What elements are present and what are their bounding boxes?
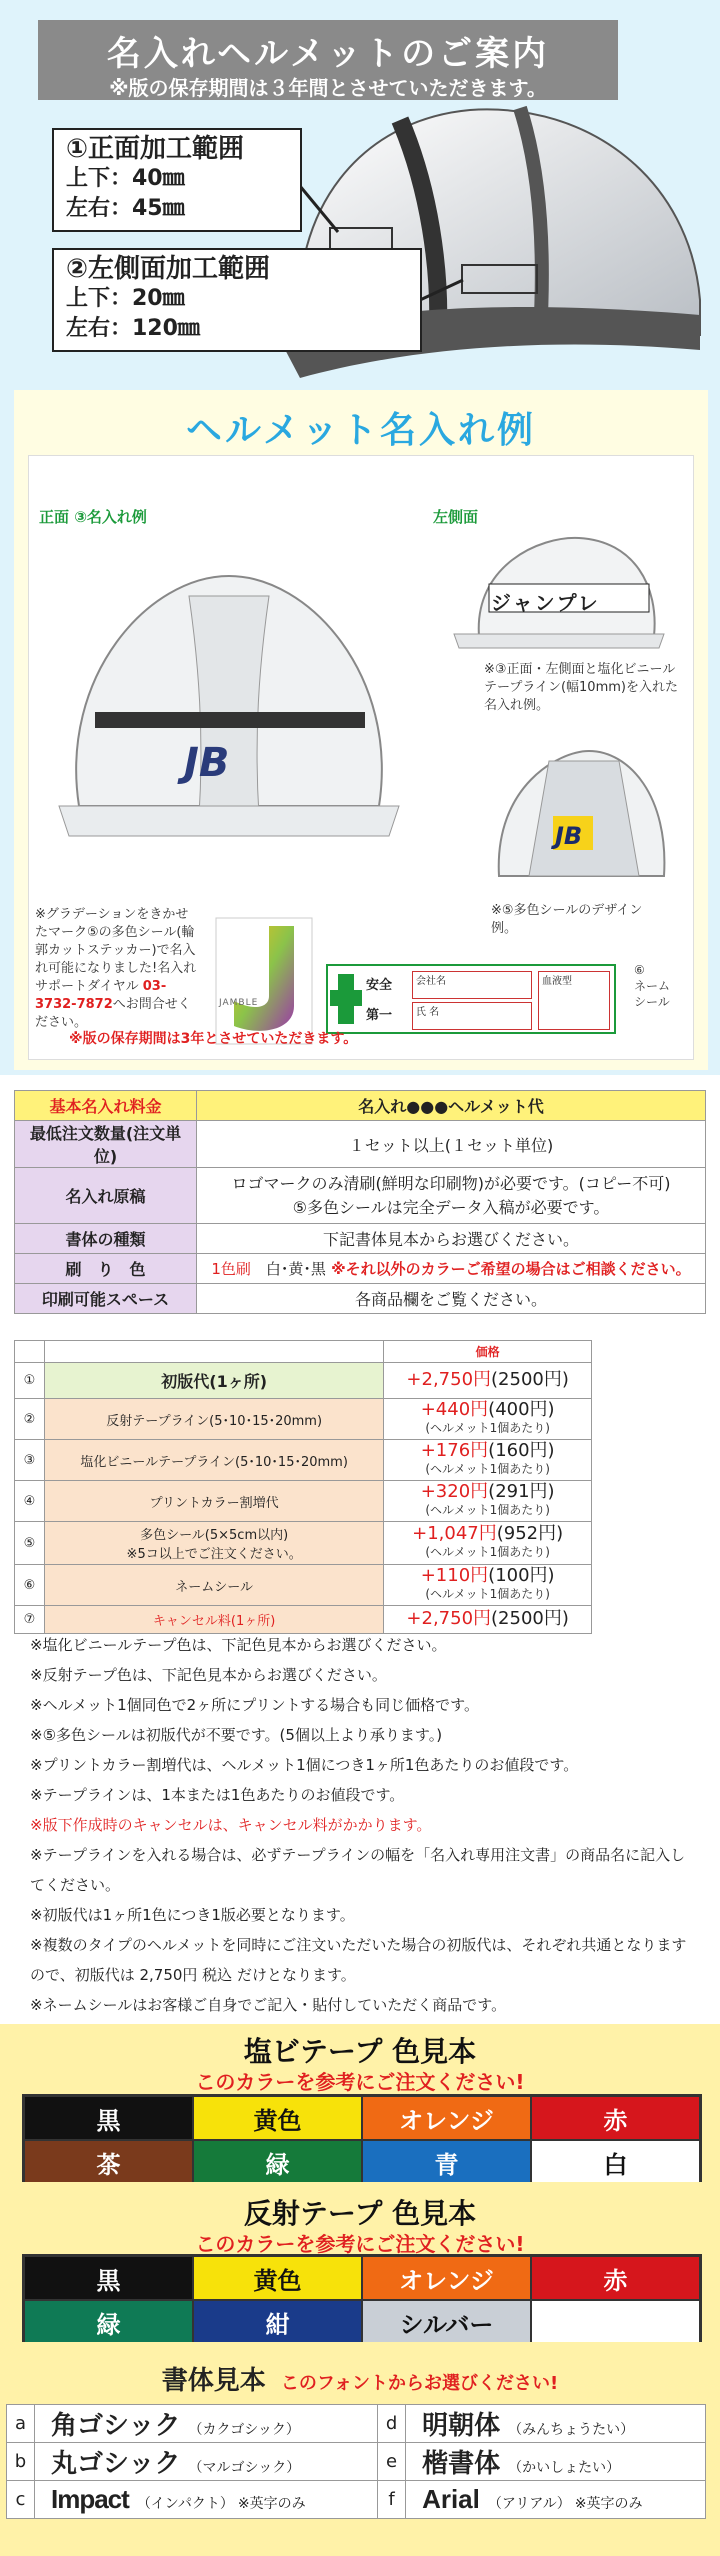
table-row — [15, 1481, 592, 1522]
row-value — [197, 1168, 706, 1224]
row-label: 最低注文数量(注文単位) — [15, 1121, 197, 1168]
hero-subtitle: ※版の保存期間は３年間とさせていただきます。 — [109, 76, 547, 100]
color-swatch: シルバー — [362, 2300, 531, 2344]
seal-company-field: 会社名 — [412, 971, 532, 999]
name-seal — [326, 964, 616, 1034]
font-sample-table — [6, 2404, 706, 2519]
color-swatch: 黄色 — [193, 2096, 362, 2140]
color-swatch: 紺 — [193, 2300, 362, 2344]
color-swatch: 赤 — [531, 2096, 700, 2140]
basic-fee-table — [14, 1090, 706, 1314]
row-price — [384, 1440, 592, 1481]
row-item: キャンセル料(1ヶ所) — [44, 1606, 383, 1634]
row-price — [384, 1565, 592, 1606]
font-sample-subtitle: このフォントからお選びください! — [280, 2373, 559, 2394]
price-paren: (952円) — [496, 1523, 564, 1544]
color-swatch — [531, 2300, 700, 2344]
nameseal-label: ⑥ ネーム シール — [634, 963, 671, 1009]
font-reading: （みんちょうたい） — [508, 2422, 635, 2438]
price-value: +2,750円 — [406, 1369, 492, 1390]
note-item: ※塩化ビニールテープ色は、下記色見本からお選びください。 — [30, 1636, 447, 1654]
example-card — [14, 390, 708, 1070]
color-swatch: 緑 — [193, 2140, 362, 2184]
front-range-title: ①正面加工範囲 — [66, 134, 245, 164]
option-price-table — [14, 1340, 592, 1634]
price-unit: (ヘルメット1個あたり) — [425, 1587, 550, 1601]
note-item: ※テープラインは、1本または1色あたりのお値段です。 — [30, 1786, 405, 1804]
font-sample-heading — [0, 2360, 720, 2397]
side-logo-text: ジャンプレ — [491, 591, 600, 615]
font-sample — [35, 2443, 378, 2481]
sticker-note: ※⑤多色シールのデザイン例。 — [491, 903, 643, 936]
row-item: 塩化ビニールテープライン(5･10･15･20mm) — [44, 1440, 383, 1481]
table-row — [15, 1121, 706, 1168]
table-row — [15, 1522, 592, 1565]
sticker-helmet-image — [479, 736, 679, 896]
front-example-label: 正面 ③名入れ例 — [39, 508, 147, 526]
left-range-horizontal: 左右：120㎜ — [66, 316, 200, 341]
table-row — [15, 1284, 706, 1314]
row-price — [384, 1522, 592, 1565]
row-no: ⑦ — [15, 1606, 45, 1634]
print-color-count: 1色刷 — [211, 1260, 266, 1278]
price-value: +2,750円 — [406, 1608, 492, 1629]
example-section — [0, 385, 720, 1075]
front-range-callout — [52, 128, 302, 232]
row-item — [44, 1522, 383, 1565]
color-swatch: 青 — [362, 2140, 531, 2184]
price-value: +176円 — [420, 1440, 489, 1461]
price-paren: (2500円) — [491, 1369, 569, 1390]
note-item: ※複数のタイプのヘルメットを同時にご注文いただいた場合の初版代は、それぞれ共通となりますので、初版代は 2,750円 税込 だけとなります。 — [30, 1936, 687, 1984]
vinyl-swatch-section — [0, 2024, 720, 2182]
font-sample — [406, 2443, 706, 2481]
price-value: +440円 — [420, 1399, 489, 1420]
font-key: a — [7, 2405, 35, 2443]
row-value — [197, 1254, 706, 1284]
row-item: ネームシール — [44, 1565, 383, 1606]
price-paren: (400円) — [488, 1399, 555, 1420]
price-unit: (ヘルメット1個あたり) — [425, 1545, 550, 1559]
front-range-horizontal: 左右：45㎜ — [66, 196, 185, 221]
note-item: ※⑤多色シールは初版代が不要です。(5個以上より承ります。) — [30, 1726, 443, 1744]
row-item-note: ※5コ以上でご注文ください。 — [126, 1547, 302, 1562]
seal-blood-field: 血液型 — [538, 971, 610, 1030]
note-item: ※初版代は1ヶ所1色につき1版必要となります。 — [30, 1906, 355, 1924]
table-row — [15, 1440, 592, 1481]
row-label: 書体の種類 — [15, 1224, 197, 1254]
row-value-line2: ⑤多色シールは完全データ入稿が必要です。 — [292, 1197, 610, 1217]
left-range-vertical: 上下：20㎜ — [66, 286, 185, 311]
reflect-swatch-title: 反射テープ 色見本 — [243, 2197, 477, 2230]
support-phone: 03-3732-7872 — [35, 979, 167, 1012]
left-range-title: ②左側面加工範囲 — [66, 254, 271, 284]
price-paren: (160円) — [488, 1440, 555, 1461]
price-paren: (2500円) — [491, 1608, 569, 1629]
row-no: ② — [15, 1399, 45, 1440]
row-item-text: 多色シール(5×5cm以内) — [140, 1528, 289, 1543]
table-row — [15, 1565, 592, 1606]
row-no: ③ — [15, 1440, 45, 1481]
row-value: 下記書体見本からお選びください。 — [197, 1224, 706, 1254]
reflect-swatch-subtitle: このカラーを参考にご注文ください! — [195, 2232, 525, 2256]
font-reading: （かいしょたい） — [508, 2460, 621, 2476]
reflect-swatch-section — [0, 2182, 720, 2342]
font-sample-text: Impact — [51, 2484, 129, 2514]
table-row — [15, 1254, 706, 1284]
row-item: 反射テープライン(5･10･15･20mm) — [44, 1399, 383, 1440]
notes-list — [30, 1630, 700, 2020]
color-swatch: 緑 — [24, 2300, 193, 2344]
seal-name-field: 氏 名 — [412, 1002, 532, 1030]
font-sample-text: Arial — [422, 2484, 480, 2514]
retention-note: ※版の保存期間は3年とさせていただきます。 — [69, 1031, 358, 1047]
font-row — [7, 2443, 706, 2481]
reflect-swatch-grid — [22, 2254, 702, 2346]
row-no: ④ — [15, 1481, 45, 1522]
price-paren: (100円) — [488, 1565, 555, 1586]
row-value: 各商品欄をご覧ください。 — [197, 1284, 706, 1314]
row-label: 印刷可能スペース — [15, 1284, 197, 1314]
font-sample — [35, 2481, 378, 2519]
basic-fee-header-value: 名入れ●●●ヘルメット代 — [197, 1091, 706, 1121]
price-header: 価格 — [384, 1341, 592, 1363]
seal-cross-h — [330, 990, 362, 1006]
basic-fee-header — [15, 1091, 706, 1121]
font-sample-text: 角ゴシック — [51, 2411, 181, 2441]
font-reading: （マルゴシック） — [188, 2460, 301, 2476]
row-price — [384, 1363, 592, 1399]
note-item: ※プリントカラー割増代は、ヘルメット1個につき1ヶ所1色あたりのお値段です。 — [30, 1756, 579, 1774]
color-swatch: 白 — [531, 2140, 700, 2184]
row-no: ⑥ — [15, 1565, 45, 1606]
font-key: c — [7, 2481, 35, 2519]
row-label: 刷 り 色 — [15, 1254, 197, 1284]
note-item: ※版下作成時のキャンセルは、キャンセル料がかかります。 — [30, 1816, 432, 1834]
header-blank — [44, 1341, 383, 1363]
price-unit: (ヘルメット1個あたり) — [425, 1462, 550, 1476]
font-sample — [406, 2481, 706, 2519]
row-item: プリントカラー割増代 — [44, 1481, 383, 1522]
price-value: +320円 — [420, 1481, 489, 1502]
vinyl-swatch-grid — [22, 2094, 702, 2186]
note-item: ※ヘルメット1個同色で2ヶ所にプリントする場合も同じ価格です。 — [30, 1696, 479, 1714]
font-reading: （アリアル） — [487, 2496, 571, 2512]
hero-title: 名入れヘルメットのご案内 — [106, 34, 550, 74]
gradient-note — [35, 906, 200, 1032]
color-swatch: オレンジ — [362, 2256, 531, 2300]
row-label: 名入れ原稿 — [15, 1168, 197, 1224]
color-swatch: 茶 — [24, 2140, 193, 2184]
seal-safe: 安全 — [366, 978, 393, 993]
front-helmet-image — [39, 536, 419, 856]
table-row — [15, 1363, 592, 1399]
front-range-vertical: 上下：40㎜ — [66, 166, 185, 191]
color-swatch: 黒 — [24, 2096, 193, 2140]
font-key: f — [378, 2481, 406, 2519]
font-note: ※英字のみ — [574, 2496, 643, 2512]
font-sample-section — [0, 2342, 720, 2556]
font-key: e — [378, 2443, 406, 2481]
color-swatch: 黒 — [24, 2256, 193, 2300]
seal-first: 第一 — [366, 1008, 393, 1023]
example-panel — [28, 455, 694, 1060]
font-note: ※英字のみ — [237, 2496, 306, 2512]
gradient-j-sticker — [214, 916, 314, 1046]
table-row — [15, 1168, 706, 1224]
color-swatch: 赤 — [531, 2256, 700, 2300]
left-range-callout — [52, 248, 422, 352]
price-value: +1,047円 — [412, 1523, 497, 1544]
font-row — [7, 2405, 706, 2443]
font-reading: （インパクト） — [136, 2496, 234, 2512]
header-label-text: 基本名入れ料金 — [49, 1097, 162, 1116]
font-sample — [35, 2405, 378, 2443]
price-value: +110円 — [420, 1565, 489, 1586]
font-reading: （カクゴシック） — [188, 2422, 300, 2438]
basic-fee-header-label — [15, 1091, 197, 1121]
note-item: ※ネームシールはお客様ご自身でご記入・貼付していただく商品です。 — [30, 1996, 507, 2014]
row-no: ⑤ — [15, 1522, 45, 1565]
print-color-note: ※それ以外のカラーご希望の場合はご相談ください。 — [325, 1260, 691, 1278]
tape-note: ※③正面・左側面と塩化ビニールテープライン(幅10mm)を入れた名入れ例。 — [484, 662, 678, 713]
row-item: 初版代(1ヶ所) — [44, 1363, 383, 1399]
hero-section — [0, 0, 720, 385]
row-value: １セット以上(１セット単位) — [197, 1121, 706, 1168]
jamble-label: JAMBLE — [219, 998, 259, 1008]
print-colors: 白･黄･黒 — [265, 1260, 326, 1278]
svg-text:JB: JB — [555, 822, 583, 850]
example-heading: ヘルメット名入れ例 — [186, 410, 536, 451]
font-row — [7, 2481, 706, 2519]
table-row — [15, 1399, 592, 1440]
font-key: d — [378, 2405, 406, 2443]
price-unit: (ヘルメット1個あたり) — [425, 1421, 550, 1435]
gradient-note-end: へお問合せください。 — [35, 997, 191, 1030]
vinyl-swatch-title: 塩ビテープ 色見本 — [243, 2035, 477, 2068]
font-key: b — [7, 2443, 35, 2481]
note-item: ※反射テープ色は、下記色見本からお選びください。 — [30, 1666, 387, 1684]
side-example-label: 左側面 — [433, 508, 479, 526]
header-blank — [15, 1341, 45, 1363]
vinyl-swatch-subtitle: このカラーを参考にご注文ください! — [195, 2070, 525, 2094]
color-swatch: 黄色 — [193, 2256, 362, 2300]
font-sample — [406, 2405, 706, 2443]
row-no: ① — [15, 1363, 45, 1399]
svg-text:JB: JB — [184, 740, 230, 786]
font-sample-text: 明朝体 — [422, 2411, 501, 2441]
price-unit: (ヘルメット1個あたり) — [425, 1503, 550, 1517]
font-sample-text: 丸ゴシック — [51, 2449, 181, 2479]
table-row — [15, 1224, 706, 1254]
price-header-row — [15, 1341, 592, 1363]
font-sample-title: 書体見本 — [161, 2366, 266, 2396]
color-swatch: オレンジ — [362, 2096, 531, 2140]
row-value-line1: ロゴマークのみ清刷(鮮明な印刷物)が必要です。(コピー不可) — [231, 1173, 671, 1193]
font-sample-text: 楷書体 — [422, 2449, 501, 2479]
gradient-note-text: ※グラデーションをきかせたマーク⑤の多色シール(輪郭カットステッカー)で名入れ可能になりました!名入れサポートダイヤル — [35, 907, 197, 994]
note-item: ※テープラインを入れる場合は、必ずテープラインの幅を「名入れ専用注文書」の商品名に記入してください。 — [30, 1846, 686, 1894]
price-paren: (291円) — [488, 1481, 555, 1502]
row-price — [384, 1481, 592, 1522]
row-price — [384, 1399, 592, 1440]
